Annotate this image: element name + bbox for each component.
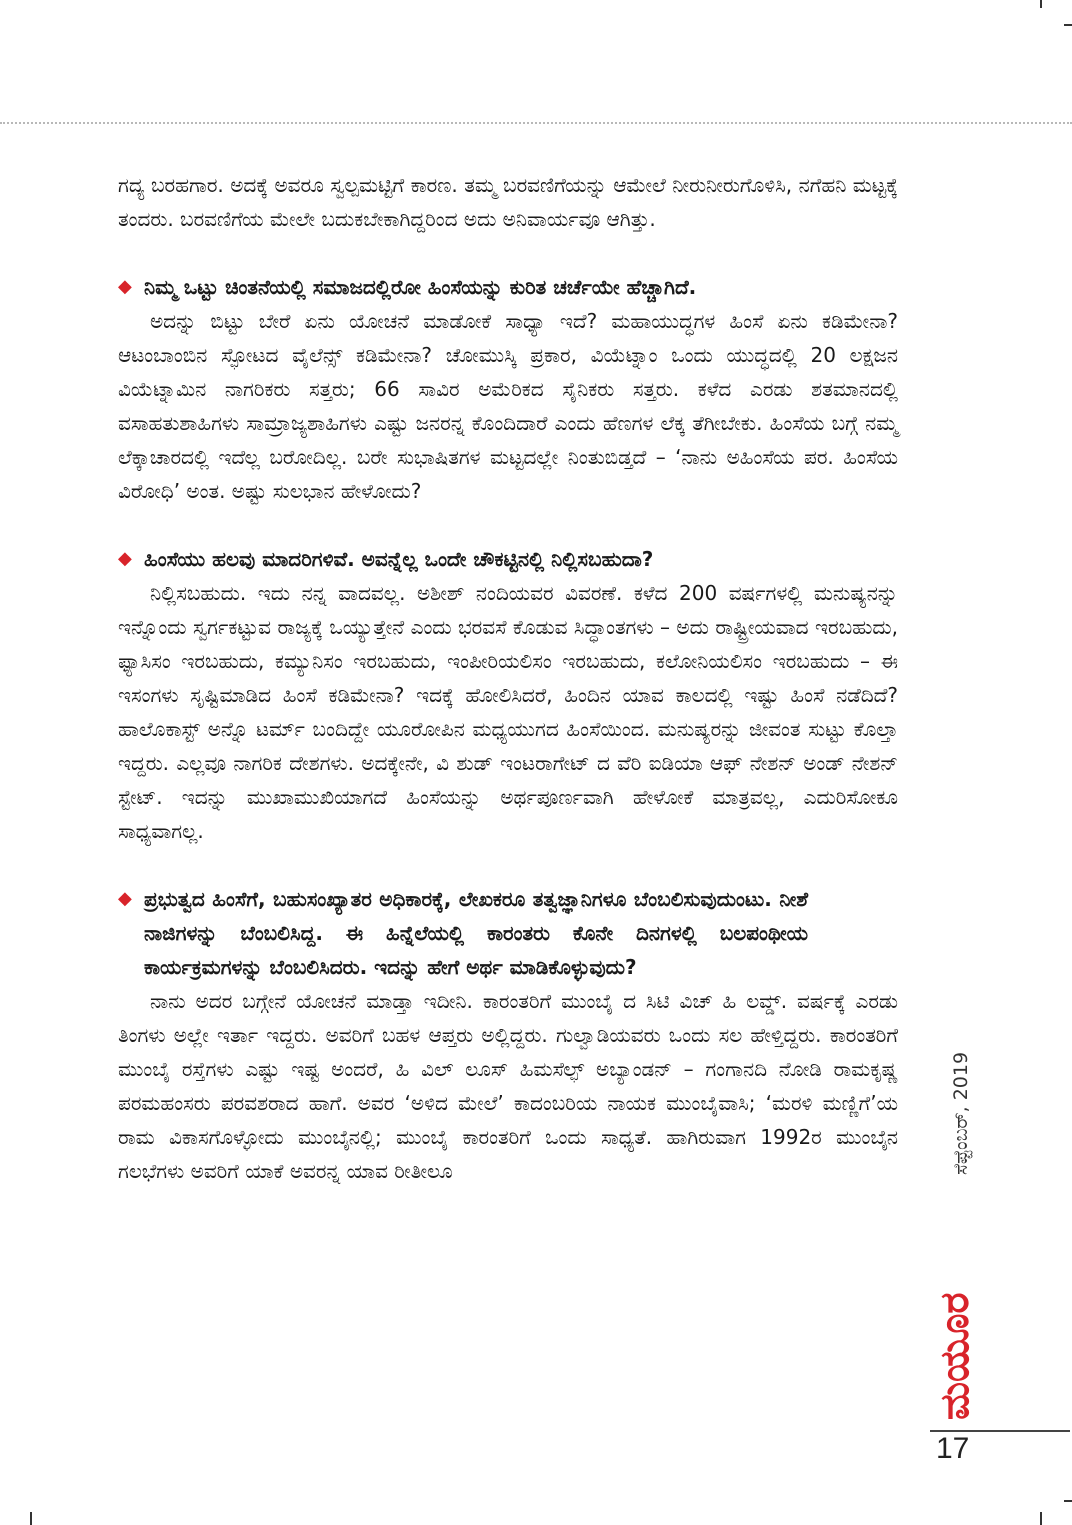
- diamond-bullet-icon: ◆: [118, 276, 132, 297]
- qa-block-1: [118, 270, 898, 508]
- issue-date: ಸೆಪ್ಟೆಂಬರ್, 2019: [950, 1051, 972, 1175]
- question-2: [118, 542, 898, 576]
- crop-mark-top-right: [1064, 24, 1072, 26]
- crop-mark-bottom-right: [1040, 1512, 1042, 1525]
- answer-1: ಅದನ್ನು ಬಿಟ್ಟು ಬೇರೆ ಏನು ಯೋಚನೆ ಮಾಡೋಕೆ ಸಾಧ್ಯಾ ಇದೆ? ಮಹಾಯುದ್ಧಗಳ ಹಿಂಸೆ ಏನು ಕಡಿಮೇನಾ? ಆಟಂಬಾಂಬಿನ ಸ್ಫೋಟದ ವೈಲೆನ್ಸ್ ಕಡಿಮೇನಾ? ಚೋಮುಸ್ಕಿ ಪ್ರಕಾರ, ವಿಯೆಟ್ನಾಂ ಒಂದು ಯುದ್ಧದಲ್ಲಿ 20 ಲಕ್ಷಜನ ವಿಯೆಟ್ನಾಮಿನ ನಾಗರಿಕರು ಸತ್ತರು; 66 ಸಾವಿರ ಅಮೆರಿಕದ ಸೈನಿಕರು ಸತ್ತರು. ಕಳೆದ ಎರಡು ಶತಮಾನದಲ್ಲಿ ವಸಾಹತುಶಾಹಿಗಳು ಸಾಮ್ರಾಜ್ಯಶಾಹಿಗಳು ಎಷ್ಟು ಜನರನ್ನ ಕೊಂದಿದಾರೆ ಎಂದು ಹೆಣಗಳ ಲೆಕ್ಕ ತೆಗೀಬೇಕು. ಹಿಂಸೆಯ ಬಗ್ಗೆ ನಮ್ಮ ಲೆಕ್ಕಾಚಾರದಲ್ಲಿ ಇದೆಲ್ಲ ಬರೋದಿಲ್ಲ. ಬರೇ ಸುಭಾಷಿತಗಳ ಮಟ್ಟದಲ್ಲೇ ನಿಂತುಬಿಡ್ತದೆ – ‘ನಾನು ಅಹಿಂಸೆಯ ಪರ. ಹಿಂಸೆಯ ವಿರೋಧಿ’ ಅಂತ. ಅಷ್ಟು ಸುಲಭಾನ ಹೇಳೋದು?: [118, 309, 898, 503]
- page-number: 17: [936, 1432, 970, 1465]
- answer-2: ನಿಲ್ಲಿಸಬಹುದು. ಇದು ನನ್ನ ವಾದವಲ್ಲ. ಅಶೀಶ್ ನಂದಿಯವರ ವಿವರಣೆ. ಕಳೆದ 200 ವರ್ಷಗಳಲ್ಲಿ ಮನುಷ್ಯನನ್ನು ಇನ್ನೊಂದು ಸ್ವರ್ಗಕಟ್ಟುವ ರಾಜ್ಯಕ್ಕೆ ಒಯ್ಯುತ್ತೇನೆ ಎಂದು ಭರವಸೆ ಕೊಡುವ ಸಿದ್ಧಾಂತಗಳು – ಅದು ರಾಷ್ಟ್ರೀಯವಾದ ಇರಬಹುದು, ಫ್ಯಾಸಿಸಂ ಇರಬಹುದು, ಕಮ್ಯುನಿಸಂ ಇರಬಹುದು, ಇಂಪೀರಿಯಲಿಸಂ ಇರಬಹುದು, ಕಲೋನಿಯಲಿಸಂ ಇರಬಹುದು – ಈ ಇಸಂಗಳು ಸೃಷ್ಟಿಮಾಡಿದ ಹಿಂಸೆ ಕಡಿಮೇನಾ? ಇದಕ್ಕೆ ಹೋಲಿಸಿದರೆ, ಹಿಂದಿನ ಯಾವ ಕಾಲದಲ್ಲಿ ಇಷ್ಟು ಹಿಂಸೆ ನಡೆದಿದೆ? ಹಾಲೊಕಾಸ್ಟ್ ಅನ್ನೊ ಟರ್ಮ್ ಬಂದಿದ್ದೇ ಯೂರೋಪಿನ ಮಧ್ಯಯುಗದ ಹಿಂಸೆಯಿಂದ. ಮನುಷ್ಯರನ್ನು ಜೀವಂತ ಸುಟ್ಟು ಕೊಲ್ತಾ ಇದ್ದರು. ಎಲ್ಲವೂ ನಾಗರಿಕ ದೇಶಗಳು. ಅದಕ್ಕೇನೇ, ವಿ ಶುಡ್ ಇಂಟರಾಗೇಟ್ ದ ವೆರಿ ಐಡಿಯಾ ಆಫ್ ನೇಶನ್ ಅಂಡ್ ನೇಶನ್ ಸ್ಟೇಟ್. ಇದನ್ನು ಮುಖಾಮುಖಿಯಾಗದೆ ಹಿಂಸೆಯನ್ನು ಅರ್ಥಪೂರ್ಣವಾಗಿ ಹೇಳೋಕೆ ಮಾತ್ರವಲ್ಲ, ಎದುರಿಸೋಕೂ ಸಾಧ್ಯವಾಗಲ್ಲ.: [118, 581, 898, 843]
- qa-block-3: [118, 882, 898, 1188]
- question-text: ಪ್ರಭುತ್ವದ ಹಿಂಸೆಗೆ, ಬಹುಸಂಖ್ಯಾತರ ಅಧಿಕಾರಕ್ಕೆ, ಲೇಖಕರೂ ತತ್ವಜ್ಞಾನಿಗಳೂ ಬೆಂಬಲಿಸುವುದುಂಟು. ನೀಶೆ ನಾಜಿಗಳನ್ನು ಬೆಂಬಲಿಸಿದ್ದ. ಈ ಹಿನ್ನೆಲೆಯಲ್ಲಿ ಕಾರಂತರು ಕೊನೇ ದಿನಗಳಲ್ಲಿ ಬಲಪಂಥೀಯ ಕಾರ್ಯಕ್ರಮಗಳನ್ನು ಬೆಂಬಲಿಸಿದರು. ಇದನ್ನು ಹೇಗೆ ಅರ್ಥ ಮಾಡಿಕೊಳ್ಳುವುದು?: [144, 887, 808, 979]
- answer-3: ನಾನು ಅದರ ಬಗ್ಗೇನೆ ಯೋಚನೆ ಮಾಡ್ತಾ ಇದೀನಿ. ಕಾರಂತರಿಗೆ ಮುಂಬೈ ದ ಸಿಟಿ ವಿಚ್ ಹಿ ಲವ್ಡ್. ವರ್ಷಕ್ಕೆ ಎರಡು ತಿಂಗಳು ಅಲ್ಲೇ ಇರ್ತಾ ಇದ್ದರು. ಅವರಿಗೆ ಬಹಳ ಆಪ್ತರು ಅಲ್ಲಿದ್ದರು. ಗುಲ್ವಾಡಿಯವರು ಒಂದು ಸಲ ಹೇಳ್ತಿದ್ದರು. ಕಾರಂತರಿಗೆ ಮುಂಬೈ ರಸ್ತೆಗಳು ಎಷ್ಟು ಇಷ್ಟ ಅಂದರೆ, ಹಿ ವಿಲ್ ಲೂಸ್ ಹಿಮಸೆಲ್ಫ್ ಅಬ್ಯಾಂಡನ್ – ಗಂಗಾನದಿ ನೋಡಿ ರಾಮಕೃಷ್ಣ ಪರಮಹಂಸರು ಪರವಶರಾದ ಹಾಗೆ. ಅವರ ‘ಅಳಿದ ಮೇಲೆ’ ಕಾದಂಬರಿಯ ನಾಯಕ ಮುಂಬೈವಾಸಿ; ‘ಮರಳಿ ಮಣ್ಣಿಗೆ’ಯ ರಾಮ ವಿಕಾಸಗೊಳ್ಳೋದು ಮುಂಬೈನಲ್ಲಿ; ಮುಂಬೈ ಕಾರಂತರಿಗೆ ಒಂದು ಸಾಧ್ಯತೆ. ಹಾಗಿರುವಾಗ 1992ರ ಮುಂಬೈನ ಗಲಭೆಗಳು ಅವರಿಗೆ ಯಾಕೆ ಅವರನ್ನ ಯಾವ ರೀತೀಲೂ: [118, 989, 898, 1183]
- crop-mark-top: [1040, 0, 1042, 8]
- magazine-logo: ಮಯೂರ: [932, 1292, 978, 1420]
- question-3: [118, 882, 898, 984]
- question-1: [118, 270, 898, 304]
- crop-mark-bottom-left: [30, 1512, 32, 1525]
- qa-block-2: [118, 542, 898, 848]
- crop-mark-bottom-right-h: [1064, 1500, 1072, 1502]
- question-text: ನಿಮ್ಮ ಒಟ್ಟು ಚಿಂತನೆಯಲ್ಲಿ ಸಮಾಜದಲ್ಲಿರೋ ಹಿಂಸೆಯನ್ನು ಕುರಿತ ಚರ್ಚೆಯೇ ಹೆಚ್ಚಾಗಿದೆ.: [144, 275, 697, 299]
- article-body: [118, 168, 898, 1222]
- intro-paragraph: ಗದ್ಯ ಬರಹಗಾರ. ಅದಕ್ಕೆ ಅವರೂ ಸ್ವಲ್ಪಮಟ್ಟಿಗೆ ಕಾರಣ. ತಮ್ಮ ಬರವಣಿಗೆಯನ್ನು ಆಮೇಲೆ ನೀರುನೀರುಗೊಳಿಸಿ, ನಗೆಹನಿ ಮಟ್ಟಕ್ಕೆ ತಂದರು. ಬರವಣಿಗೆಯ ಮೇಲೇ ಬದುಕಬೇಕಾಗಿದ್ದರಿಂದ ಅದು ಅನಿವಾರ್ಯವೂ ಆಗಿತ್ತು.: [118, 173, 898, 231]
- diamond-bullet-icon: ◆: [118, 548, 132, 569]
- question-text: ಹಿಂಸೆಯು ಹಲವು ಮಾದರಿಗಳಿವೆ. ಅವನ್ನೆಲ್ಲ ಒಂದೇ ಚೌಕಟ್ಟಿನಲ್ಲಿ ನಿಲ್ಲಿಸಬಹುದಾ?: [144, 547, 654, 571]
- diamond-bullet-icon: ◆: [118, 888, 132, 909]
- header-dotted-rule: [0, 122, 1072, 124]
